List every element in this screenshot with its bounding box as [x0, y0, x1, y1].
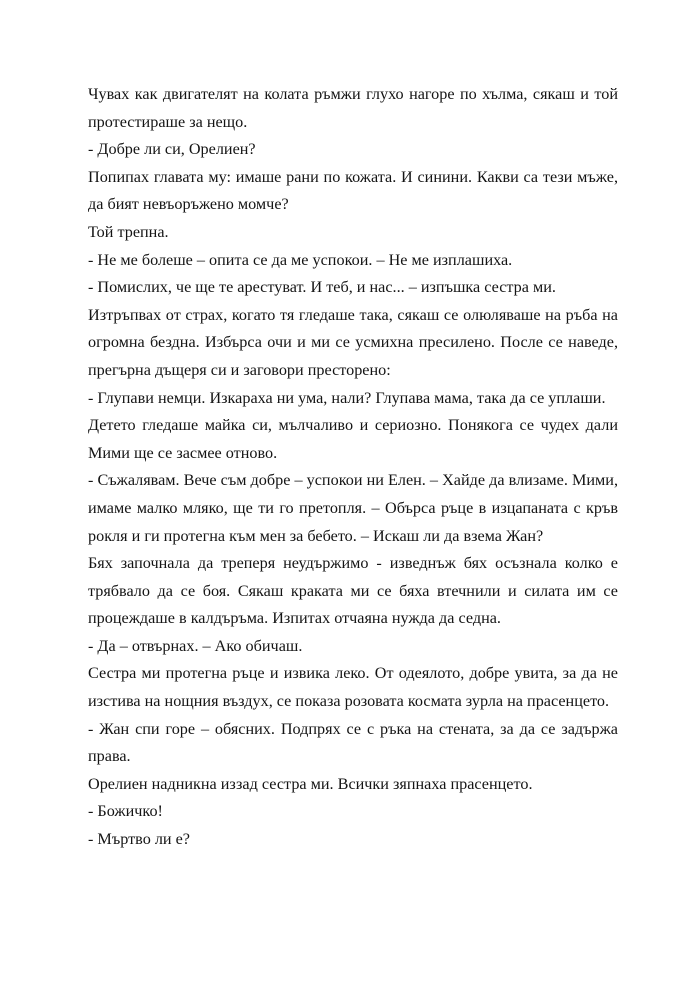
dialogue-line: - Жан спи горе – обясних. Подпрях се с ръка на стената, за да се задържа права.: [88, 719, 618, 766]
paragraph: Попипах главата му: имаше рани по кожата. И синини. Какви са тези мъже, да бият невъоръжено момче?: [88, 167, 618, 214]
dialogue-line: - Мъртво ли е?: [88, 830, 190, 849]
dialogue-line: - Помислих, че ще те арестуват. И теб, и нас... – изпъшка сестра ми.: [88, 278, 556, 297]
dialogue-line: - Добре ли си, Орелиен?: [88, 140, 256, 159]
dialogue-line: - Да – отвърнах. – Ако обичаш.: [88, 636, 303, 655]
paragraph: Изтръпвах от страх, когато тя гледаше така, сякаш се олюляваше на ръба на огромна бездна. Избърса очи и ми се усмихна пресилено. После се наведе, прегърна дъщеря си и заговори престорено:: [88, 305, 618, 379]
paragraph: Бях започнала да треперя неудържимо - изведнъж бях осъзнала колко е трябвало да се боя. Сякаш краката ми се бяха втечнили и силата им се процеждаше в калдъръма. Изпитах отчаяна нужда да седна.: [88, 554, 618, 628]
dialogue-line: - Божичко!: [88, 802, 163, 821]
dialogue-line: - Съжалявам. Вече съм добре – успокои ни Елен. – Хайде да влизаме. Мими, имаме малко мляко, ще ти го претопля. – Обърса ръце в изцапаната с кръв рокля и ги протегна към мен за бебето. – Искаш ли да взема Жан?: [88, 471, 618, 545]
body-text: [88, 81, 618, 854]
paragraph: Орелиен надникна иззад сестра ми. Всички зяпнаха прасенцето.: [88, 774, 533, 793]
paragraph: Сестра ми протегна ръце и извика леко. От одеялото, добре увита, за да не изстива на нощния въздух, се показа розовата косматa зурла на прасенцето.: [88, 664, 618, 711]
paragraph: Детето гледаше майка си, мълчаливо и сериозно. Понякога се чудех дали Мими ще се засмее отново.: [88, 416, 618, 462]
paragraph: Чувах как двигателят на колата ръмжи глухо нагоре по хълма, сякаш и той протестираше за нещо.: [88, 85, 618, 131]
dialogue-line: - Не ме болеше – опита се да ме успокои. – Не ме изплашиха.: [88, 250, 513, 269]
paragraph: Той трепна.: [88, 222, 169, 241]
dialogue-line: - Глупави немци. Изкараха ни ума, нали? Глупава мама, така да се уплаши.: [88, 388, 606, 407]
